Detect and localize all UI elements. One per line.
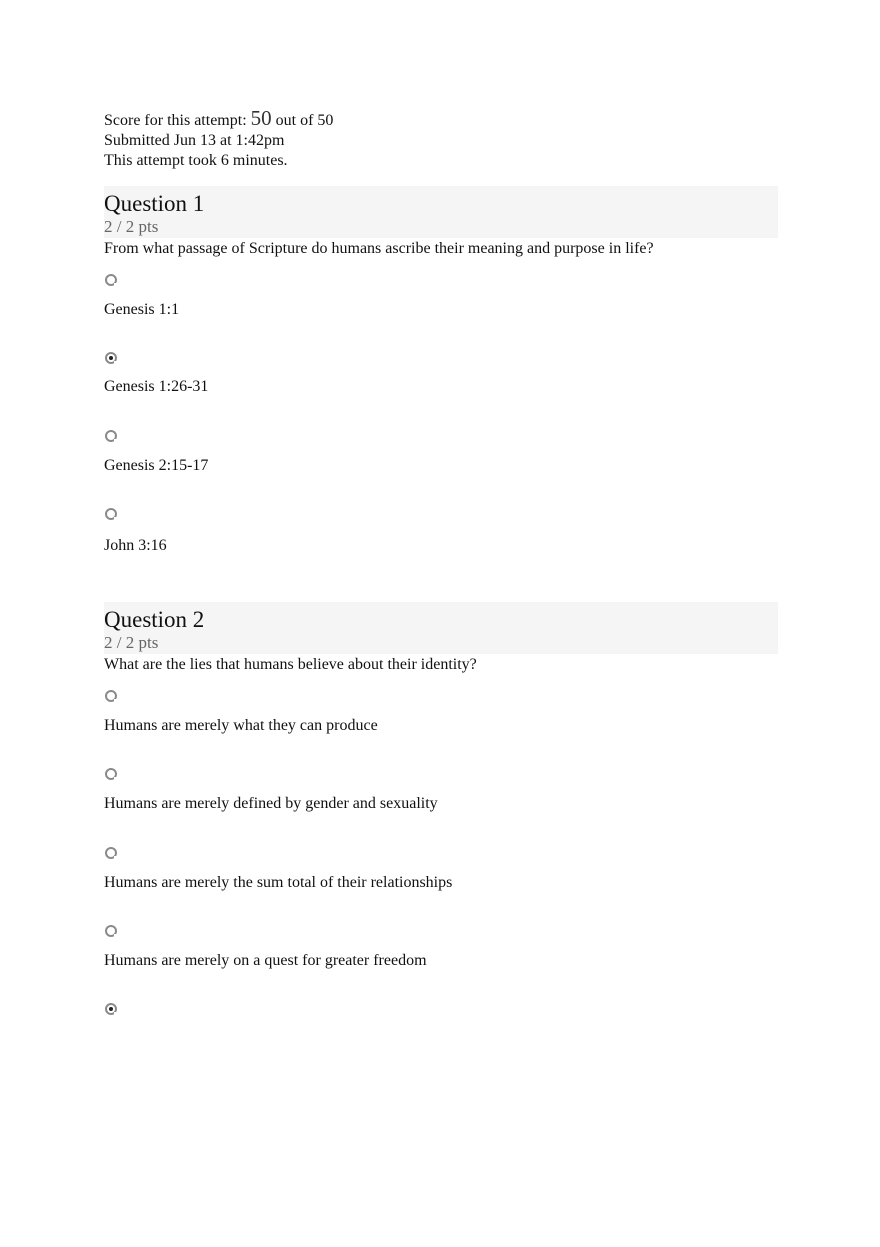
score-value: 50 <box>250 106 272 130</box>
question-text: From what passage of Scripture do humans ascribe their meaning and purpose in life? <box>104 240 654 257</box>
answer-label: Humans are merely defined by gender and sexuality <box>104 795 438 812</box>
attempt-duration: This attempt took 6 minutes. <box>104 152 288 169</box>
question-title: Question 2 <box>104 607 205 632</box>
answer-label: John 3:16 <box>104 537 167 554</box>
answer-label: Humans are merely on a quest for greater freedom <box>104 952 427 969</box>
radio-button[interactable] <box>105 847 117 859</box>
answer-label: Genesis 1:1 <box>104 301 180 318</box>
answer-label: Humans are merely what they can produce <box>104 717 378 734</box>
score-prefix: Score for this attempt: <box>104 112 247 129</box>
question-header <box>104 186 778 238</box>
answer-label: Humans are merely the sum total of their relationships <box>104 874 453 891</box>
submitted-time: Submitted Jun 13 at 1:42pm <box>104 132 285 149</box>
radio-button-selected[interactable] <box>105 1003 117 1015</box>
question-2 <box>104 602 778 969</box>
answer-label: Genesis 2:15-17 <box>104 457 209 474</box>
question-text: What are the lies that humans believe about their identity? <box>104 656 477 673</box>
radio-button[interactable] <box>105 690 117 702</box>
radio-button[interactable] <box>105 274 117 286</box>
radio-button[interactable] <box>105 925 117 937</box>
score-line <box>104 108 333 131</box>
question-header <box>104 602 778 654</box>
question-title: Question 1 <box>104 191 205 216</box>
radio-button[interactable] <box>105 430 117 442</box>
answer-label: Genesis 1:26-31 <box>104 378 209 395</box>
attempt-summary <box>104 108 333 171</box>
question-1 <box>104 186 778 554</box>
question-points: 2 / 2 pts <box>104 633 159 652</box>
radio-button[interactable] <box>105 508 117 520</box>
question-points: 2 / 2 pts <box>104 217 159 236</box>
radio-button[interactable] <box>105 768 117 780</box>
score-suffix: out of 50 <box>275 112 334 129</box>
radio-button-selected[interactable] <box>105 352 117 364</box>
